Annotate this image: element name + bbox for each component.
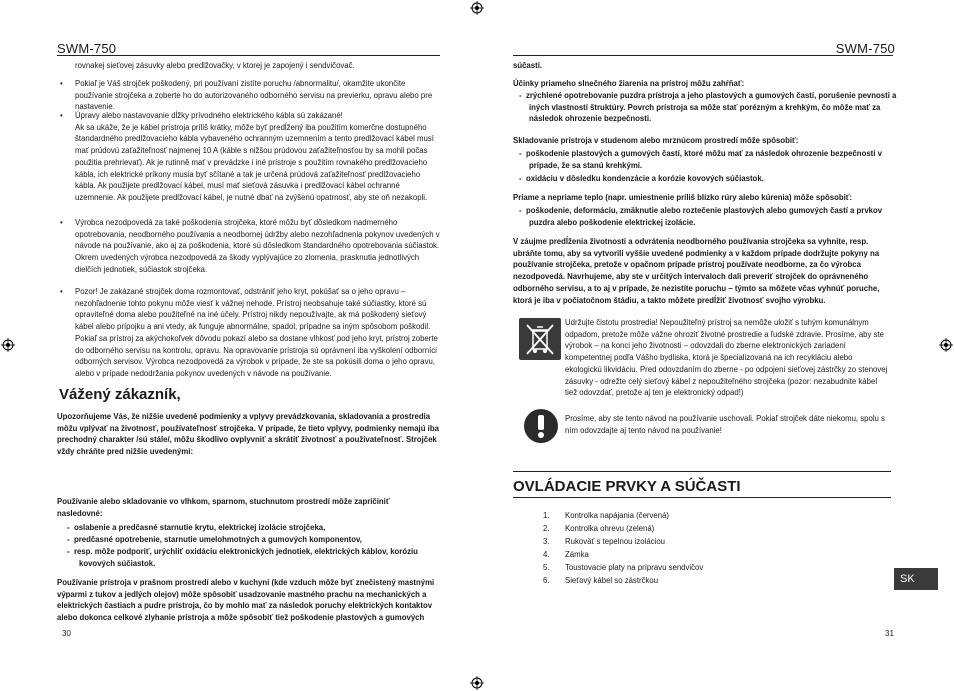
list-item: • Úpravy alebo nastavovanie dĺžky prívodného elektrického kábla sú zakázané! Ak sa ukáže, že je kábel prístroja príliš krátky, môže byť predĺžený iba použitím komerčne dostupného štandardného predlžovacieho kábla vybaveného ochranným uzemnením a tento predlžovací kábel musí mať prúdovú zaťažiteľnosť najmenej 10 A (káble s nižšou prúdovou zaťažiteľnosťou by sa mohli počas použitia prehrievať). Ak je rutinně mať v prevádzke i iné prístroje s použitím rovnakého predlžovacieho kábla, ich elektrické príkony musia byť sčítané a tak je určená prúdová zaťažiteľnosť predlžovacieho kábla. Ak použijete predlžovací kábel, musí mať sieťová zásuvka i predlžovací kábel ochranné uzemnenie. Ak použijete predlžovací kábel, je nutné dbať na zvýšenú opatrnosť, aby ste oň nezakopli. [60, 111, 434, 202]
dust-paragraph: Používanie prístroja v prašnom prostredí alebo v kuchyni (kde vzduch môže byť znečistený mastnými výparmi z tukov a jedlých olejov) môže spôsobiť usadzovanie mastného prachu na mechanických a elektrických častiach a pudre prístroja, čo by mohlo mať za následok poruchy elektrických kontaktov alebo dokonca celkové zlyhanie prístroja a môže spôsobiť tiež poškodenie plastových a gumových [57, 578, 435, 623]
model-name: SWM-750 [835, 41, 895, 56]
model-name: SWM-750 [57, 41, 117, 56]
section-rule [513, 497, 891, 498]
header-rule [57, 55, 440, 56]
lifetime-paragraph: V záujme predĺženia životnosti a odvrátenia neodborného používania strojčeka sa vyhnite, resp. ubráňte tomu, aby sa vytvorili vyššie uvedené podmienky a v každom prípade dodržujte pokyny na používanie strojčeka, pretože v opačnom prípade prístroj používate neodborne, za čo výrobca nezodpovedá. Navrhujeme, aby ste v určitých intervaloch dali preveriť strojček do oprávneného odborného servisu, a to aj v prípade, že nezistíte poruchu – týmto sa môžete včas vyhnúť poruche, ktorá je iba v počiatočnom štádiu, a takto môžete predĺžiť životnosť svojho výrobku. [513, 237, 880, 305]
list-item: • Pozor! Je zakázané strojček doma rozmontovať, odstrániť jeho kryt, pokúšať sa o jeho opravu – nezohľadnenie tohto pokynu môže viesť k vážnej nehode. Prístroj neobsahuje také súčiastky, ktoré sú opraviteľné doma alebo použiteľné na iné účely. Prístroj nikdy nepoužívajte, ak má poškodený sieťový kábel alebo prípojku a ani vtedy, ak funguje abnormálne, spadol, prípadne sa iným spôsobom poškodil. Pokiaľ sa prístroj za akýchokoľvek dôvodu pokazí alebo sa dostane vlhkosť pod jeho kryt, prístroj zoberte do odborného servisu na kontrolu, opravu. Na opravovanie prístroja sú oprávnení iba vyškolení odborníci odborných servisov. Výrobca nezodpovedá za výrobok v prípade, že ste sa pokúsili doma o jeho opravu, alebo v prípade nedodržania pokynov uvedených v návode na používanie. [60, 287, 438, 378]
header-rule [513, 55, 893, 56]
registration-mark-icon [470, 1, 484, 15]
list-item: 6. Sieťový kábel so zástrčkou [543, 576, 659, 585]
right-page [513, 38, 897, 653]
crossed-out-bin-icon [519, 318, 561, 360]
registration-mark-icon [470, 676, 484, 690]
keep-manual-paragraph: Prosíme, aby ste tento návod na používanie uschovali. Pokiaľ strojček dáte niekomu, spolu s ním odovzdajte aj tento návod na používanie! [565, 414, 885, 435]
list-item: - oslabenie a predčasné starnutie krytu, elektrickej izolácie strojčeka, [67, 523, 326, 532]
continuation-text: súčastí. [513, 61, 543, 70]
list-item: - oxidáciu v dôsledku kondenzácie a korózie kovových súčiastok. [519, 174, 764, 183]
list-item: 5. Toustovacie platy na prípravu sendvičov [543, 563, 704, 572]
bullet-intro: rovnakej sieťovej zásuvky alebo predlžovačky, v ktorej je zapojený i sendvičovač. [75, 61, 355, 70]
moisture-title: Používanie alebo skladovanie vo vlhkom, sparnom, stuchnutom prostredí môže zapríčiniť nasledovné: [57, 497, 390, 518]
section-heading: Vážený zákazník, [59, 386, 181, 403]
sun-title: Účinky priameho slnečného žiarenia na prístroj môžu zahŕňať: [513, 79, 745, 88]
page-number: 30 [62, 629, 71, 638]
registration-mark-icon [939, 338, 953, 352]
page-number: 31 [885, 629, 894, 638]
list-item: - zrýchlené opotrebovanie puzdra prístroja a jeho plastových a gumových častí, porušenie pevnosti a iných vlastností štruktúry. Povrch prístroja sa môže stať porézným a krehkým, čo môže mať za následok ohrozenie bezpečnosti. [519, 91, 897, 124]
list-item: 4. Zámka [543, 550, 589, 559]
list-item: - poškodenie, deformáciu, zmäknutie alebo roztečenie plastových alebo gumových častí a prvkov puzdra alebo poškodenie elektrickej izolácie. [519, 206, 883, 227]
registration-mark-icon [1, 338, 15, 352]
language-tab: SK [894, 568, 938, 590]
list-item: 1. Kontrolka napájania (červená) [543, 511, 670, 520]
section-rule [513, 471, 891, 472]
heat-title: Priame a nepriame teplo (napr. umiestnenie príliš blízko rúry alebo kúrenia) môže spôsobiť: [513, 193, 853, 202]
warning-intro: Upozorňujeme Vás, že nižšie uvedené podmienky a vplyvy prevádzkovania, skladovania a prostredia môžu vplývať na životnosť, používateľnosť strojčeka. V prípade, že tieto vplyvy, podmienky nemajú iba prechodný charakter /sú stále/, môžu škodlivo ovplyvniť a skrátiť životnosť a používateľnosť. Strojček vždy chráňte pred nižšie uvedenými: [57, 412, 439, 457]
exclamation-icon [523, 408, 559, 444]
list-item: • Výrobca nezodpovedá za také poškodenia strojčeka, ktoré môžu byť dôsledkom nadmerného opotrebovania, neodborného používania a neodbornej údržby alebo nezohľadnenia pokynov uvedených v návode na používanie, ako aj za poškodenia, ktoré sú dôsledkom štandardného opotrebovania súčiastok. Okrem uvedených výrobca nezodpovedá za škody vyplývajúce zo zlomenia, prasknutia jednotlivých dielčích jednotiek, súčiastok strojčeka. [60, 218, 440, 274]
list-item: - predčasné opotrebenie, starnutie umelohmotných a gumových komponentov, [67, 535, 362, 544]
section-heading: OVLÁDACIE PRVKY A SÚČASTI [513, 478, 741, 495]
frost-title: Skladovanie prístroja v studenom alebo mrznúcom prostredí môže spôsobiť: [513, 136, 799, 145]
parts-list [543, 509, 843, 587]
list-item: - poškodenie plastových a gumových častí, ktoré môžu mať za následok ohrozenie bezpečnosti v prípade, že sa stanú krehkými. [519, 149, 882, 170]
list-item: - resp. môže podporiť, urýchliť oxidáciu elektronických jednotiek, elektrických káblov, koróziu kovových súčiastok. [67, 547, 418, 568]
recycle-paragraph: Udržujte čistotu prostredia! Nepoužiteľný prístroj sa nemôže uložiť s tuhým komunálnym odpadom, pretože môže vážne ohroziť životné prostredie a ľudské zdravie. Prosíme, aby ste výrobok – na konci jeho životnosti – odovzdali do zberne elektronických zariadení kompetentnej podľa Vášho bydliska, ktorá je špecializovaná na ich recykláciu alebo ekologickú likvidáciu. Pred odovzdaním do zberne - po odpojení sieťovej zástrčky zo stenovej zásuvky - odrežte celý sieťový kábel z nepoužiteľného strojčeka (pozor: nezabudnite kábel tiež odovzdať, pretože aj ten je elektronický odpad!) [565, 318, 888, 398]
list-item: • Pokiaľ je Váš strojček poškodený, pri používaní zistíte poruchu /abnormalitu/, okamžite ukončite používanie strojčeka a zoberte ho do autorizovaného odborného servisu na previerku, opravu alebo pre nastavenie. [60, 79, 433, 112]
list-item: 3. Rukoväť s tepelnou izoláciou [543, 537, 666, 546]
left-page [57, 38, 467, 653]
list-item: 2. Kontrolka ohrevu (zelená) [543, 524, 655, 533]
